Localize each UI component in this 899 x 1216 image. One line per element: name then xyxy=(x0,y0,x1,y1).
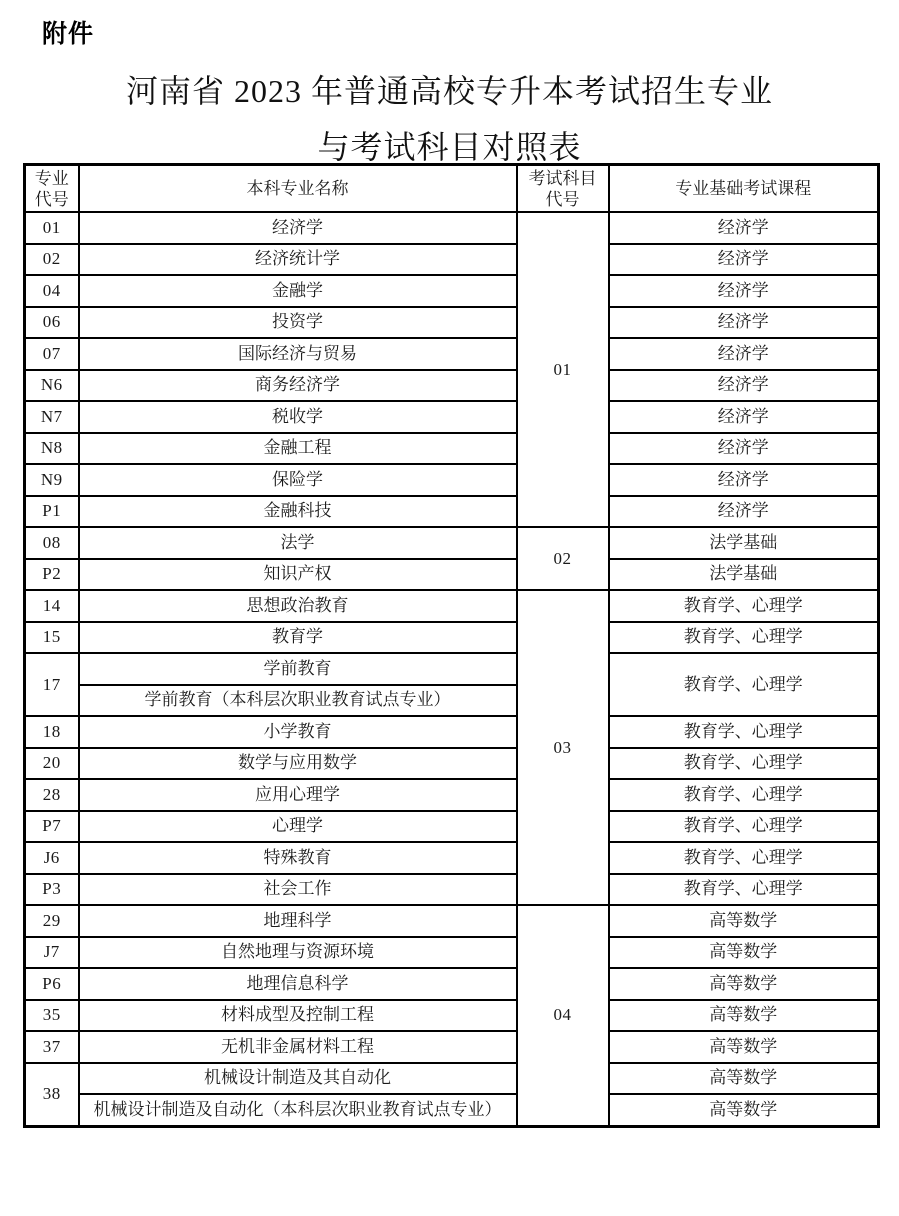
major-code-cell: P7 xyxy=(25,811,79,843)
header-major-code-line1: 专业 xyxy=(34,168,69,188)
major-code-cell: 20 xyxy=(25,748,79,780)
major-name-cell: 应用心理学 xyxy=(79,779,517,811)
table-row xyxy=(25,212,879,244)
major-name-cell: 商务经济学 xyxy=(79,370,517,402)
major-code-cell: 38 xyxy=(25,1063,79,1127)
header-exam-code-line2: 代号 xyxy=(545,189,580,209)
major-code-cell: P6 xyxy=(25,968,79,1000)
major-code-cell: 02 xyxy=(25,244,79,276)
major-code-cell: P1 xyxy=(25,496,79,528)
table-row xyxy=(25,527,879,559)
course-cell: 经济学 xyxy=(609,338,879,370)
course-cell: 高等数学 xyxy=(609,937,879,969)
table-row xyxy=(25,496,879,528)
table-row xyxy=(25,748,879,780)
major-code-cell: N8 xyxy=(25,433,79,465)
table-row xyxy=(25,590,879,622)
table-body xyxy=(25,212,879,1126)
major-name-cell: 法学 xyxy=(79,527,517,559)
major-code-cell: 08 xyxy=(25,527,79,559)
table-row xyxy=(25,1000,879,1032)
major-name-cell: 小学教育 xyxy=(79,716,517,748)
table-row xyxy=(25,937,879,969)
major-name-cell: 数学与应用数学 xyxy=(79,748,517,780)
major-code-cell: 06 xyxy=(25,307,79,339)
table-row xyxy=(25,244,879,276)
major-code-cell: 07 xyxy=(25,338,79,370)
table-head xyxy=(25,165,879,213)
course-cell: 教育学、心理学 xyxy=(609,716,879,748)
major-code-cell: 14 xyxy=(25,590,79,622)
exam-code-cell: 04 xyxy=(517,905,609,1126)
major-code-cell: 04 xyxy=(25,275,79,307)
major-name-cell: 经济学 xyxy=(79,212,517,244)
table-row xyxy=(25,874,879,906)
table-row xyxy=(25,1063,879,1095)
major-name-cell: 知识产权 xyxy=(79,559,517,591)
header-major-name xyxy=(79,165,517,213)
header-course xyxy=(609,165,879,213)
major-name-cell: 教育学 xyxy=(79,622,517,654)
major-name-cell: 金融工程 xyxy=(79,433,517,465)
course-cell: 经济学 xyxy=(609,370,879,402)
course-cell: 高等数学 xyxy=(609,1000,879,1032)
major-name-cell: 地理信息科学 xyxy=(79,968,517,1000)
course-cell: 经济学 xyxy=(609,401,879,433)
course-cell: 教育学、心理学 xyxy=(609,653,879,716)
major-name-cell: 学前教育（本科层次职业教育试点专业） xyxy=(79,685,517,717)
major-code-cell: 28 xyxy=(25,779,79,811)
major-code-cell: 15 xyxy=(25,622,79,654)
major-name-cell: 特殊教育 xyxy=(79,842,517,874)
table-row xyxy=(25,370,879,402)
course-cell: 高等数学 xyxy=(609,1094,879,1126)
exam-code-cell: 03 xyxy=(517,590,609,905)
exam-code-cell: 01 xyxy=(517,212,609,527)
table-row xyxy=(25,968,879,1000)
table-row xyxy=(25,275,879,307)
table-row xyxy=(25,338,879,370)
course-cell: 经济学 xyxy=(609,464,879,496)
major-code-cell: J7 xyxy=(25,937,79,969)
major-code-cell: N6 xyxy=(25,370,79,402)
header-course-line1: 专业基础考试课程 xyxy=(675,179,812,198)
major-code-cell: 18 xyxy=(25,716,79,748)
major-code-cell: 01 xyxy=(25,212,79,244)
course-cell: 教育学、心理学 xyxy=(609,622,879,654)
table-row xyxy=(25,653,879,685)
major-code-cell: 17 xyxy=(25,653,79,716)
course-cell: 教育学、心理学 xyxy=(609,748,879,780)
major-name-cell: 机械设计制造及自动化（本科层次职业教育试点专业） xyxy=(79,1094,517,1126)
major-name-cell: 材料成型及控制工程 xyxy=(79,1000,517,1032)
major-name-cell: 学前教育 xyxy=(79,653,517,685)
header-major-code-line2: 代号 xyxy=(34,189,69,209)
course-cell: 高等数学 xyxy=(609,1063,879,1095)
major-code-cell: P3 xyxy=(25,874,79,906)
course-cell: 经济学 xyxy=(609,244,879,276)
course-cell: 教育学、心理学 xyxy=(609,874,879,906)
header-major-name-line1: 本科专业名称 xyxy=(246,179,349,198)
table-row xyxy=(25,716,879,748)
major-name-cell: 无机非金属材料工程 xyxy=(79,1031,517,1063)
table-row xyxy=(25,1094,879,1126)
header-row xyxy=(25,165,879,213)
major-code-cell: N7 xyxy=(25,401,79,433)
major-code-cell: P2 xyxy=(25,559,79,591)
major-name-cell: 机械设计制造及其自动化 xyxy=(79,1063,517,1095)
course-cell: 法学基础 xyxy=(609,559,879,591)
table-row xyxy=(25,622,879,654)
course-cell: 经济学 xyxy=(609,212,879,244)
major-name-cell: 社会工作 xyxy=(79,874,517,906)
document-title-line-1: 河南省 2023 年普通高校专升本考试招生专业 xyxy=(125,73,773,109)
table-row xyxy=(25,464,879,496)
major-name-cell: 金融学 xyxy=(79,275,517,307)
major-name-cell: 地理科学 xyxy=(79,905,517,937)
course-cell: 高等数学 xyxy=(609,1031,879,1063)
table-row xyxy=(25,307,879,339)
course-cell: 高等数学 xyxy=(609,905,879,937)
major-code-cell: 29 xyxy=(25,905,79,937)
course-cell: 法学基础 xyxy=(609,527,879,559)
course-cell: 教育学、心理学 xyxy=(609,590,879,622)
header-major-code xyxy=(25,165,79,213)
major-code-cell: N9 xyxy=(25,464,79,496)
table-row xyxy=(25,842,879,874)
course-cell: 教育学、心理学 xyxy=(609,811,879,843)
major-name-cell: 金融科技 xyxy=(79,496,517,528)
major-code-cell: 37 xyxy=(25,1031,79,1063)
course-cell: 高等数学 xyxy=(609,968,879,1000)
major-name-cell: 保险学 xyxy=(79,464,517,496)
document-title-line-2: 与考试科目对照表 xyxy=(317,129,582,165)
table-row xyxy=(25,779,879,811)
table-row xyxy=(25,559,879,591)
major-name-cell: 经济统计学 xyxy=(79,244,517,276)
major-subject-table xyxy=(23,163,880,1128)
table-row xyxy=(25,811,879,843)
table-row xyxy=(25,401,879,433)
course-cell: 教育学、心理学 xyxy=(609,779,879,811)
major-name-cell: 投资学 xyxy=(79,307,517,339)
attachment-label: 附件 xyxy=(42,20,95,48)
course-cell: 教育学、心理学 xyxy=(609,842,879,874)
major-name-cell: 思想政治教育 xyxy=(79,590,517,622)
major-name-cell: 税收学 xyxy=(79,401,517,433)
major-code-cell: J6 xyxy=(25,842,79,874)
course-cell: 经济学 xyxy=(609,307,879,339)
table-row xyxy=(25,433,879,465)
course-cell: 经济学 xyxy=(609,275,879,307)
major-code-cell: 35 xyxy=(25,1000,79,1032)
header-exam-code-line1: 考试科目 xyxy=(528,168,597,188)
course-cell: 经济学 xyxy=(609,496,879,528)
major-name-cell: 心理学 xyxy=(79,811,517,843)
header-exam-code xyxy=(517,165,609,213)
course-cell: 经济学 xyxy=(609,433,879,465)
table-row xyxy=(25,1031,879,1063)
major-name-cell: 国际经济与贸易 xyxy=(79,338,517,370)
exam-code-cell: 02 xyxy=(517,527,609,590)
major-name-cell: 自然地理与资源环境 xyxy=(79,937,517,969)
table-row xyxy=(25,905,879,937)
